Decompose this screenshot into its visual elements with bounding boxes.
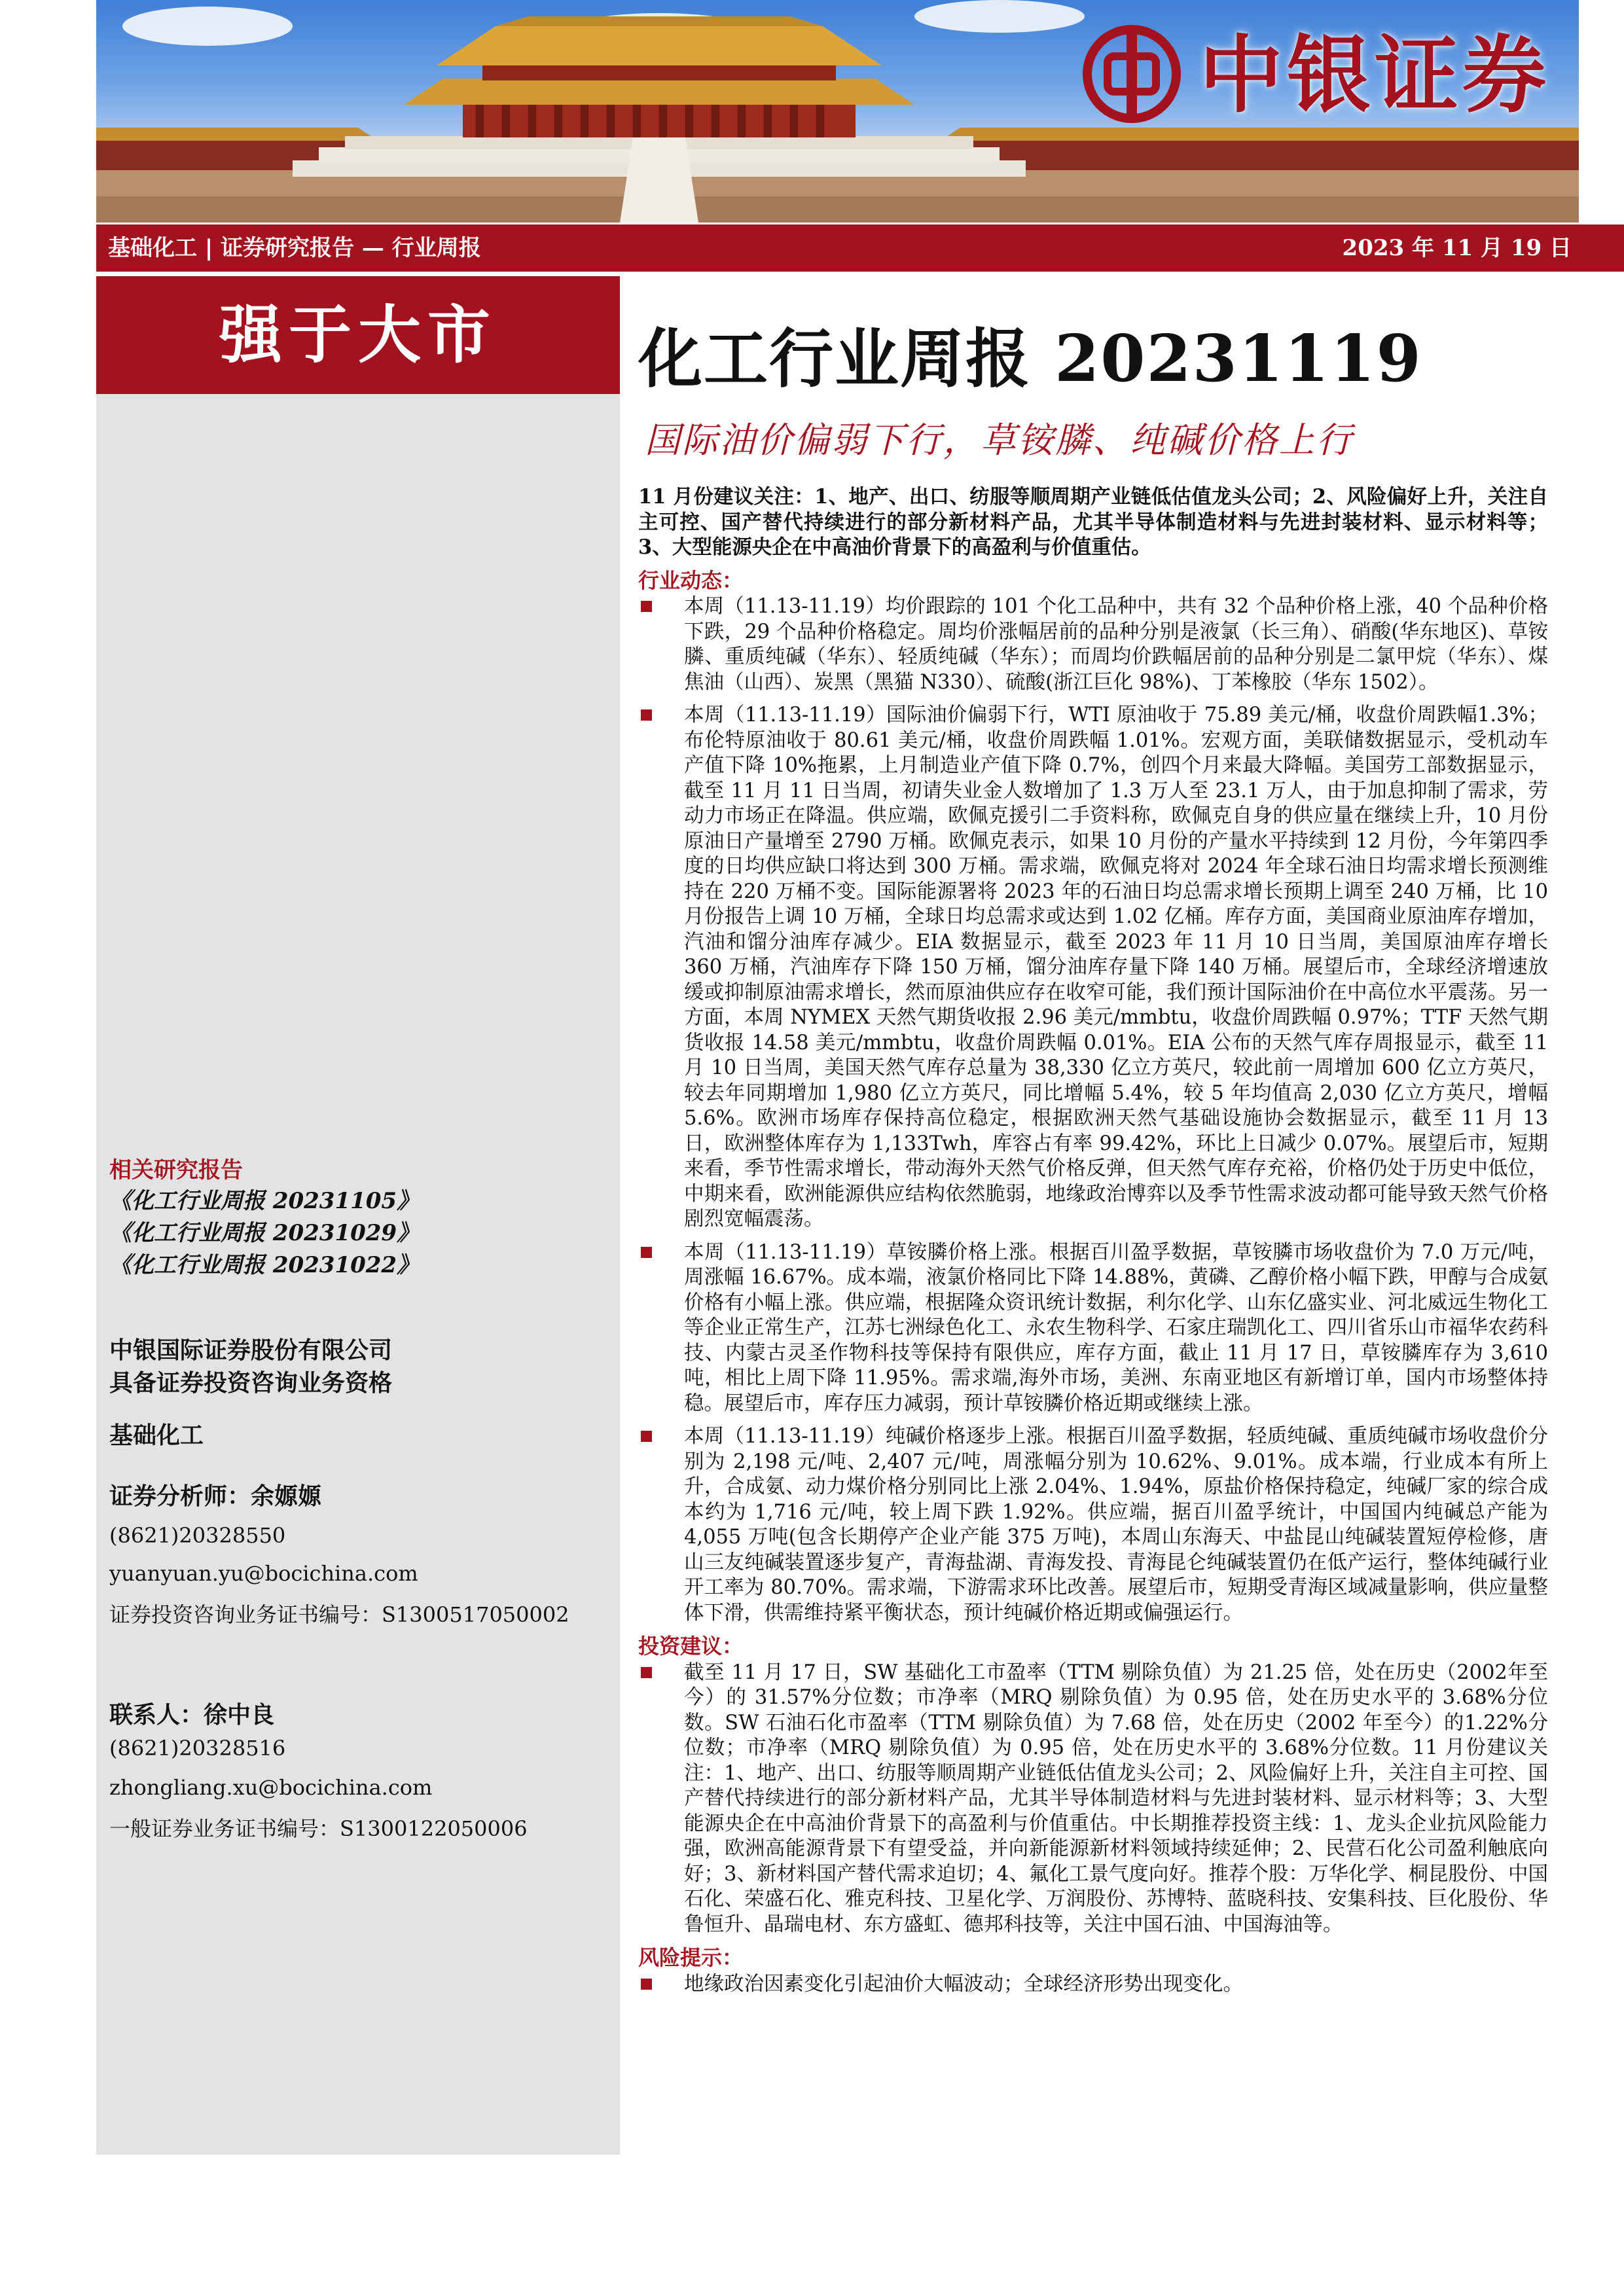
industry-paragraph: 本周（11.13-11.19）国际油价偏弱下行，WTI 原油收于 75.89 美元/桶，收盘价周跌幅1.3%；布伦特原油收于 80.61 美元/桶，收盘价周跌幅 1.01%。宏观方面，美联储数据显示，受机动车产值下降 10%拖累，上月制造业产值下降 0.7%，创四个月来最大降幅。美国劳工部数据显示，截至 11 月 11 日当周，初请失业金人数增加了 1.3 万人至 23.1 万人，由于加息抑制了需求，劳动力市场正在降温。供应端，欧佩克援引二手资料称，欧佩克自身的供应量在继续上升，10 月份原油日产量增至 2790 万桶。欧佩克表示，如果 10 月份的产量水平持续到 12 月份，今年第四季度的日均供应缺口将达到 300 万桶。需求端，欧佩克将对 2024 年全球石油日均需求增长预测维持在 220 万桶不变。国际能源署将 2023 年的石油日均总需求增长预期上调至 240 万桶，比 10 月份报告上调 10 万桶，全球日均总需求或达到 1.02 亿桶。库存方面，美国商业原油库存增加，汽油和馏分油库存减少。EIA 数据显示，截至 2023 年 11 月 10 日当周，美国原油库存增长 360 万桶，汽油库存下降 150 万桶，馏分油库存量下降 140 万桶。展望后市，全球经济增速放缓或抑制原油需求增长，然而原油供应存在收窄可能，我们预计国际油价在中高位水平震荡。另一方面，本周 NYMEX 天然气期货收报 2.96 美元/mmbtu，收盘价周跌幅 0.97%；TTF 天然气期货收报 14.58 美元/mmbtu，收盘价周跌幅 0.01%。EIA 公布的天然气库存周报显示，截至 11 月 10 日当周，美国天然气库存总量为 38,330 亿立方英尺，较此前一周增加 600 亿立方英尺，较去年同期增加 1,980 亿立方英尺，同比增幅 5.4%，较 5 年均值高 2,030 亿立方英尺，增幅 5.6%。欧洲市场库存保持高位稳定，根据欧洲天然气基础设施协会数据显示，截至 11 月 13 日，欧洲整体库存为 1,133Twh，库容占有率 99.42%，环比上日减少 0.07%。展望后市，短期来看，季节性需求增长，带动海外天然气价格反弹，但天然气库存充裕，价格仍处于历史中低位，中期来看，欧洲能源供应结构依然脆弱，地缘政治博弈以及季节性需求波动都可能导致天然气价格剧烈宽幅震荡。: [684, 704, 1548, 1230]
investment-heading: 投资建议：: [638, 1634, 744, 1659]
risk-paragraph: 地缘政治因素变化引起油价大幅波动；全球经济形势出现变化。: [684, 1972, 1243, 1996]
breadcrumb: 基础化工 | 证券研究报告 — 行业周报: [108, 235, 481, 261]
industry-heading: 行业动态：: [638, 567, 744, 593]
header-bar: [96, 224, 1624, 272]
square-bullet-icon: [641, 601, 652, 612]
analyst-license: 证券投资咨询业务证书编号：S1300517050002: [109, 1602, 569, 1627]
company-qualification: 具备证券投资咨询业务资格: [109, 1369, 393, 1397]
list-item: [638, 1660, 1548, 1938]
list-item: [638, 703, 1548, 1232]
page-title: 化工行业周报 20231119: [638, 321, 1422, 397]
list-item: [638, 594, 1548, 695]
list-item: [638, 1424, 1548, 1626]
square-bullet-icon: [641, 1667, 652, 1678]
industry-paragraph: 本周（11.13-11.19）均价跟踪的 101 个化工品种中，共有 32 个品种价格上涨，40 个品种价格下跌，29 个品种价格稳定。周均价涨幅居前的品种分别是液氯（长三角）、硝酸(华东地区)、草铵膦、重质纯碱（华东）、轻质纯碱（华东）；而周均价跌幅居前的品种分别是二氯甲烷（华东）、煤焦油（山西）、炭黑（黑猫 N330）、硫酸(浙江巨化 98%)、丁苯橡胶（华东 1502）。: [684, 595, 1548, 694]
bank-of-china-logo-icon: [1083, 25, 1181, 123]
sector-label: 基础化工: [109, 1422, 204, 1449]
sidebar: [96, 394, 620, 2155]
list-item: [638, 1240, 1548, 1417]
square-bullet-icon: [641, 1431, 652, 1442]
logo: [1062, 0, 1579, 151]
rating-box: [96, 276, 620, 394]
industry-paragraph: 本周（11.13-11.19）草铵膦价格上涨。根据百川盈孚数据，草铵膦市场收盘价为 7.0 万元/吨，周涨幅 16.67%。成本端，液氯价格同比下降 14.88%，黄磷、乙醇价格小幅下跌，甲醇与合成氨价格有小幅上涨。供应端，根据隆众资讯统计数据，利尔化学、山东亿盛实业、河北威远生物化工等企业正常生产，江苏七洲绿色化工、永农生物科学、石家庄瑞凯化工、四川省乐山市福华农药科技、内蒙古灵圣作物科技等保持有限供应，库存方面，截止 11 月 17 日，草铵膦库存为 3,610 吨，相比上周下降 11.95%。需求端,海外市场，美洲、东南亚地区有新增订单，国内市场整体持稳。展望后市，库存压力减弱，预计草铵膦价格近期或继续上涨。: [684, 1240, 1548, 1415]
header-banner-image: [96, 0, 1579, 223]
company-name: 中银国际证券股份有限公司: [109, 1336, 393, 1364]
analyst-email[interactable]: yuanyuan.yu@bocichina.com: [109, 1561, 418, 1586]
summary-paragraph: 11 月份建议关注：1、地产、出口、纺服等顺周期产业链低估值龙头公司；2、风险偏好上升，关注自主可控、国产替代持续进行的部分新材料产品，尤其半导体制造材料与先进封装材料、显示材料等；3、大型能源央企在中高油价背景下的高盈利与价值重估。: [638, 485, 1548, 559]
analyst-phone: (8621)20328550: [109, 1523, 286, 1548]
report-date: 2023 年 11 月 19 日: [1342, 235, 1572, 261]
square-bullet-icon: [641, 1979, 652, 1990]
contact-license: 一般证券业务证书编号：S1300122050006: [109, 1816, 528, 1841]
related-report-link[interactable]: 《化工行业周报 20231105》: [109, 1188, 420, 1214]
contact-email[interactable]: zhongliang.xu@bocichina.com: [109, 1775, 433, 1800]
logo-text: 中银证券: [1199, 26, 1551, 124]
related-reports-heading: 相关研究报告: [109, 1157, 243, 1183]
contact-phone: (8621)20328516: [109, 1736, 286, 1761]
rating-label: 强于大市: [219, 298, 497, 372]
risk-heading: 风险提示：: [638, 1945, 744, 1970]
report-body: [638, 484, 1548, 2005]
investment-paragraph: 截至 11 月 17 日，SW 基础化工市盈率（TTM 剔除负值）为 21.25 倍，处在历史（2002年至今）的 31.57%分位数；市净率（MRQ 剔除负值）为 0.95 倍，处在历史水平的 3.68%分位数。SW 石油石化市盈率（TTM 剔除负值）为 7.68 倍，处在历史（2002 年至今）的1.22%分位数；市净率（MRQ 剔除负值）为 0.95 倍，处在历史水平的 3.68%分位数。11 月份建议关注：1、地产、出口、纺服等顺周期产业链低估值龙头公司；2、风险偏好上升，关注自主可控、国产替代持续进行的部分新材料产品，尤其半导体制造材料与先进封装材料、显示材料等；3、大型能源央企在中高油价背景下的高盈利与价值重估。中长期推荐投资主线：1、龙头企业抗风险能力强，欧洲高能源背景下有望受益，并向新能源新材料领域持续延伸；2、民营石化公司盈利触底向好；3、新材料国产替代需求迫切；4、氟化工景气度向好。推荐个股：万华化学、桐昆股份、中国石化、荣盛石化、雅克科技、卫星化学、万润股份、苏博特、蓝晓科技、安集科技、巨化股份、华鲁恒升、晶瑞电材、东方盛虹、德邦科技等，关注中国石油、中国海油等。: [684, 1660, 1548, 1936]
square-bullet-icon: [641, 709, 652, 721]
related-report-link[interactable]: 《化工行业周报 20231029》: [109, 1220, 420, 1246]
list-item: [638, 1972, 1548, 1998]
page-subtitle: 国际油价偏弱下行，草铵膦、纯碱价格上行: [645, 420, 1354, 461]
square-bullet-icon: [641, 1247, 652, 1258]
contact-name: 联系人：徐中良: [109, 1701, 275, 1729]
related-report-link[interactable]: 《化工行业周报 20231022》: [109, 1252, 420, 1278]
industry-paragraph: 本周（11.13-11.19）纯碱价格逐步上涨。根据百川盈孚数据，轻质纯碱、重质纯碱市场收盘价分别为 2,198 元/吨、2,407 元/吨，周涨幅分别为 10.62%、9.01%。成本端，行业成本有所上升，合成氨、动力煤价格分别同比上涨 2.04%、1.94%，原盐价格保持稳定，纯碱厂家的综合成本约为 1,716 元/吨，较上周下跌 1.92%。供应端，据百川盈孚统计，中国国内纯碱总产能为 4,055 万吨(包含长期停产企业产能 375 万吨)，本周山东海天、中盐昆山纯碱装置短停检修，唐山三友纯碱装置逐步复产，青海盐湖、青海发投、青海昆仑纯碱装置仍在低产运行，整体纯碱行业开工率为 80.70%。需求端，下游需求环比改善。展望后市，短期受青海区域减量影响，供应量整体下滑，供需维持紧平衡状态，预计纯碱价格近期或偏强运行。: [684, 1425, 1548, 1624]
analyst-name: 证券分析师：余嫄嫄: [109, 1482, 322, 1510]
